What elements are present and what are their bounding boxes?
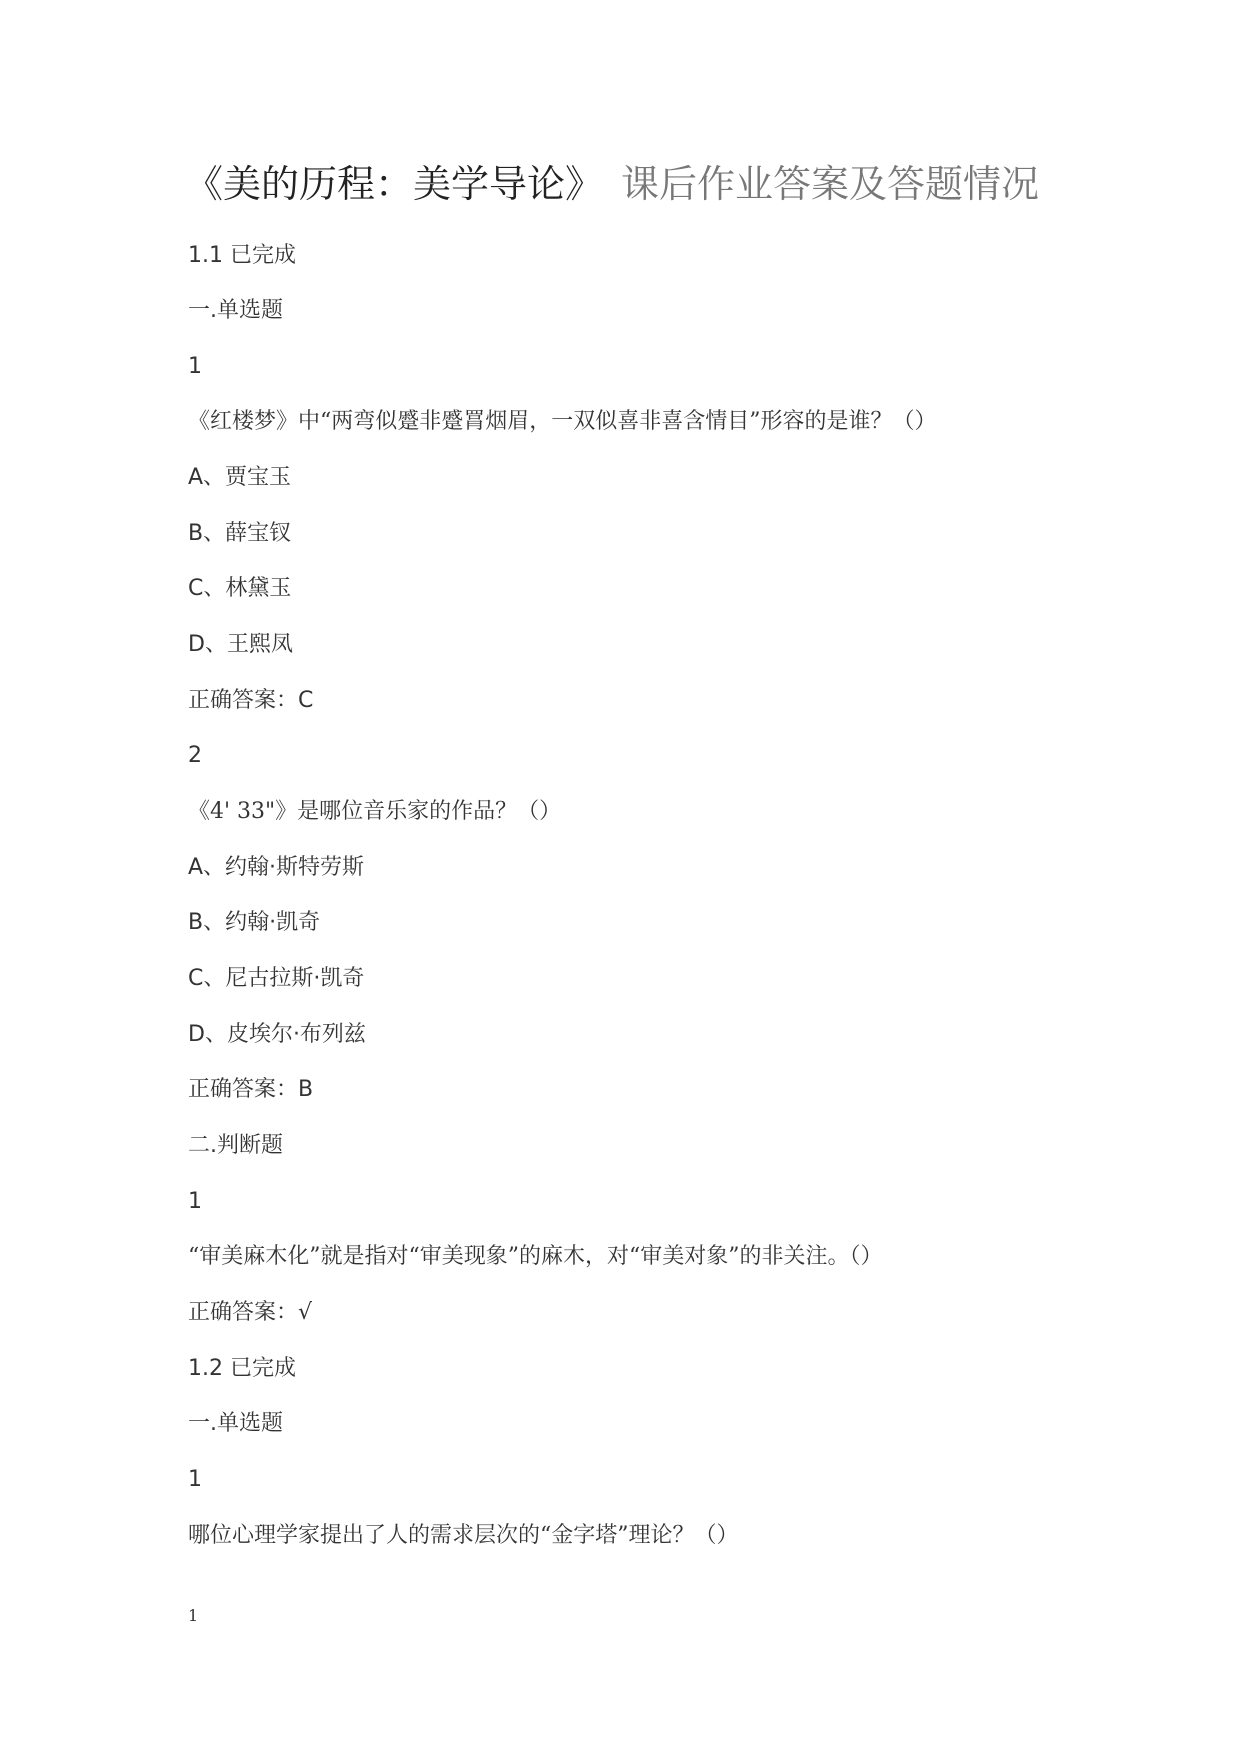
question-text: 《4' 33"》是哪位音乐家的作品？（） [188, 799, 562, 824]
option-d: D、皮埃尔·布列兹 [188, 1022, 366, 1047]
page-title [185, 160, 1039, 208]
correct-answer: 正确答案：C [188, 688, 314, 713]
question-type-heading: 一.单选题 [188, 1411, 283, 1436]
question-text: “审美麻木化”就是指对“审美现象”的麻木，对“审美对象”的非关注。（） [188, 1244, 883, 1269]
question-number: 1 [188, 354, 202, 379]
option-d: D、王熙凤 [188, 632, 293, 657]
option-c: C、尼古拉斯·凯奇 [188, 966, 365, 991]
option-a: A、贾宝玉 [188, 465, 292, 490]
correct-answer: 正确答案：B [188, 1077, 314, 1102]
section-heading: 1.2 已完成 [188, 1356, 296, 1381]
option-a: A、约翰·斯特劳斯 [188, 855, 365, 880]
option-c: C、林黛玉 [188, 576, 292, 601]
option-b: B、薛宝钗 [188, 521, 292, 546]
section-heading: 1.1 已完成 [188, 243, 296, 268]
correct-answer: 正确答案：√ [188, 1300, 313, 1325]
question-number: 1 [188, 1467, 202, 1492]
option-b: B、约翰·凯奇 [188, 910, 321, 935]
question-text: 哪位心理学家提出了人的需求层次的“金字塔”理论？（） [188, 1523, 739, 1548]
question-type-heading: 一.单选题 [188, 298, 283, 323]
title-main: 《美的历程：美学导论》 [185, 162, 604, 206]
question-number: 2 [188, 743, 202, 768]
question-text: 《红楼梦》中“两弯似蹙非蹙罥烟眉，一双似喜非喜含情目”形容的是谁？（） [188, 409, 937, 434]
title-sub: 课后作业答案及答题情况 [621, 162, 1040, 206]
question-number: 1 [188, 1189, 202, 1214]
page-number: 1 [188, 1606, 199, 1625]
question-type-heading: 二.判断题 [188, 1133, 283, 1158]
